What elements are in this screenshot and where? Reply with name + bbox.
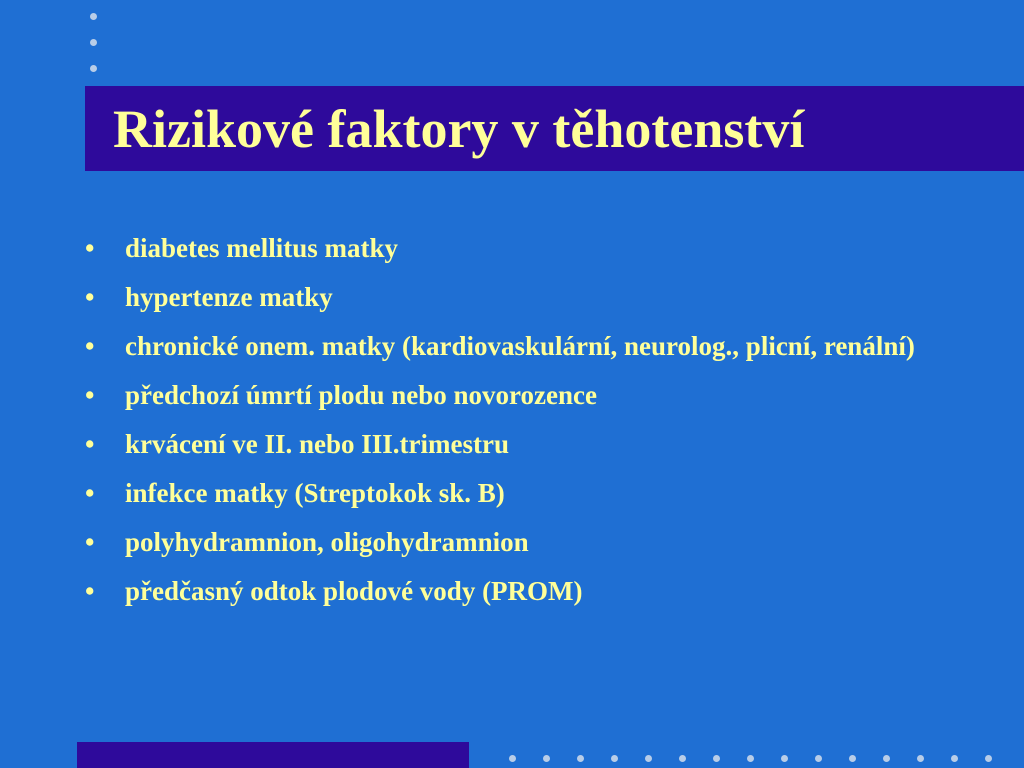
bullet-text: infekce matky (Streptokok sk. B): [125, 478, 505, 508]
decor-dot: [815, 755, 822, 762]
bullet-text: polyhydramnion, oligohydramnion: [125, 527, 529, 557]
bullet-icon: •: [85, 282, 95, 312]
decor-dot: [883, 755, 890, 762]
decor-dot: [543, 755, 550, 762]
decor-dot: [509, 755, 516, 762]
bullet-text: chronické onem. matky (kardiovaskulární, neurolog., plicní, renální): [125, 331, 915, 361]
decor-dot: [611, 755, 618, 762]
decor-dot: [781, 755, 788, 762]
bullet-list: [85, 230, 925, 622]
bullet-icon: •: [85, 429, 95, 459]
bullet-item: [85, 573, 925, 609]
title-bar: [85, 86, 1024, 171]
bottom-accent-bar: [77, 742, 469, 768]
bullet-item: [85, 524, 925, 560]
decor-dot: [849, 755, 856, 762]
bullet-icon: •: [85, 576, 95, 606]
bullet-text: předčasný odtok plodové vody (PROM): [125, 576, 583, 606]
decor-dot: [90, 39, 97, 46]
bullet-text: hypertenze matky: [125, 282, 333, 312]
bullet-icon: •: [85, 233, 95, 263]
bullet-item: [85, 279, 925, 315]
decor-dot: [577, 755, 584, 762]
decor-dot: [951, 755, 958, 762]
decor-dot: [645, 755, 652, 762]
bullet-text: předchozí úmrtí plodu nebo novorozence: [125, 380, 597, 410]
decor-dot: [679, 755, 686, 762]
bullet-item: [85, 475, 925, 511]
decor-dot: [747, 755, 754, 762]
decor-dot: [713, 755, 720, 762]
decor-dot: [90, 13, 97, 20]
decor-dot: [917, 755, 924, 762]
bullet-icon: •: [85, 380, 95, 410]
bullet-icon: •: [85, 527, 95, 557]
bullet-icon: •: [85, 331, 95, 361]
bullet-item: [85, 328, 925, 364]
decor-dot: [985, 755, 992, 762]
bullet-text: krvácení ve II. nebo III.trimestru: [125, 429, 509, 459]
bullet-icon: •: [85, 478, 95, 508]
bullet-item: [85, 230, 925, 266]
slide-title: Rizikové faktory v těhotenství: [113, 99, 805, 159]
decor-dot: [90, 65, 97, 72]
bullet-text: diabetes mellitus matky: [125, 233, 398, 263]
bullet-item: [85, 426, 925, 462]
bullet-item: [85, 377, 925, 413]
